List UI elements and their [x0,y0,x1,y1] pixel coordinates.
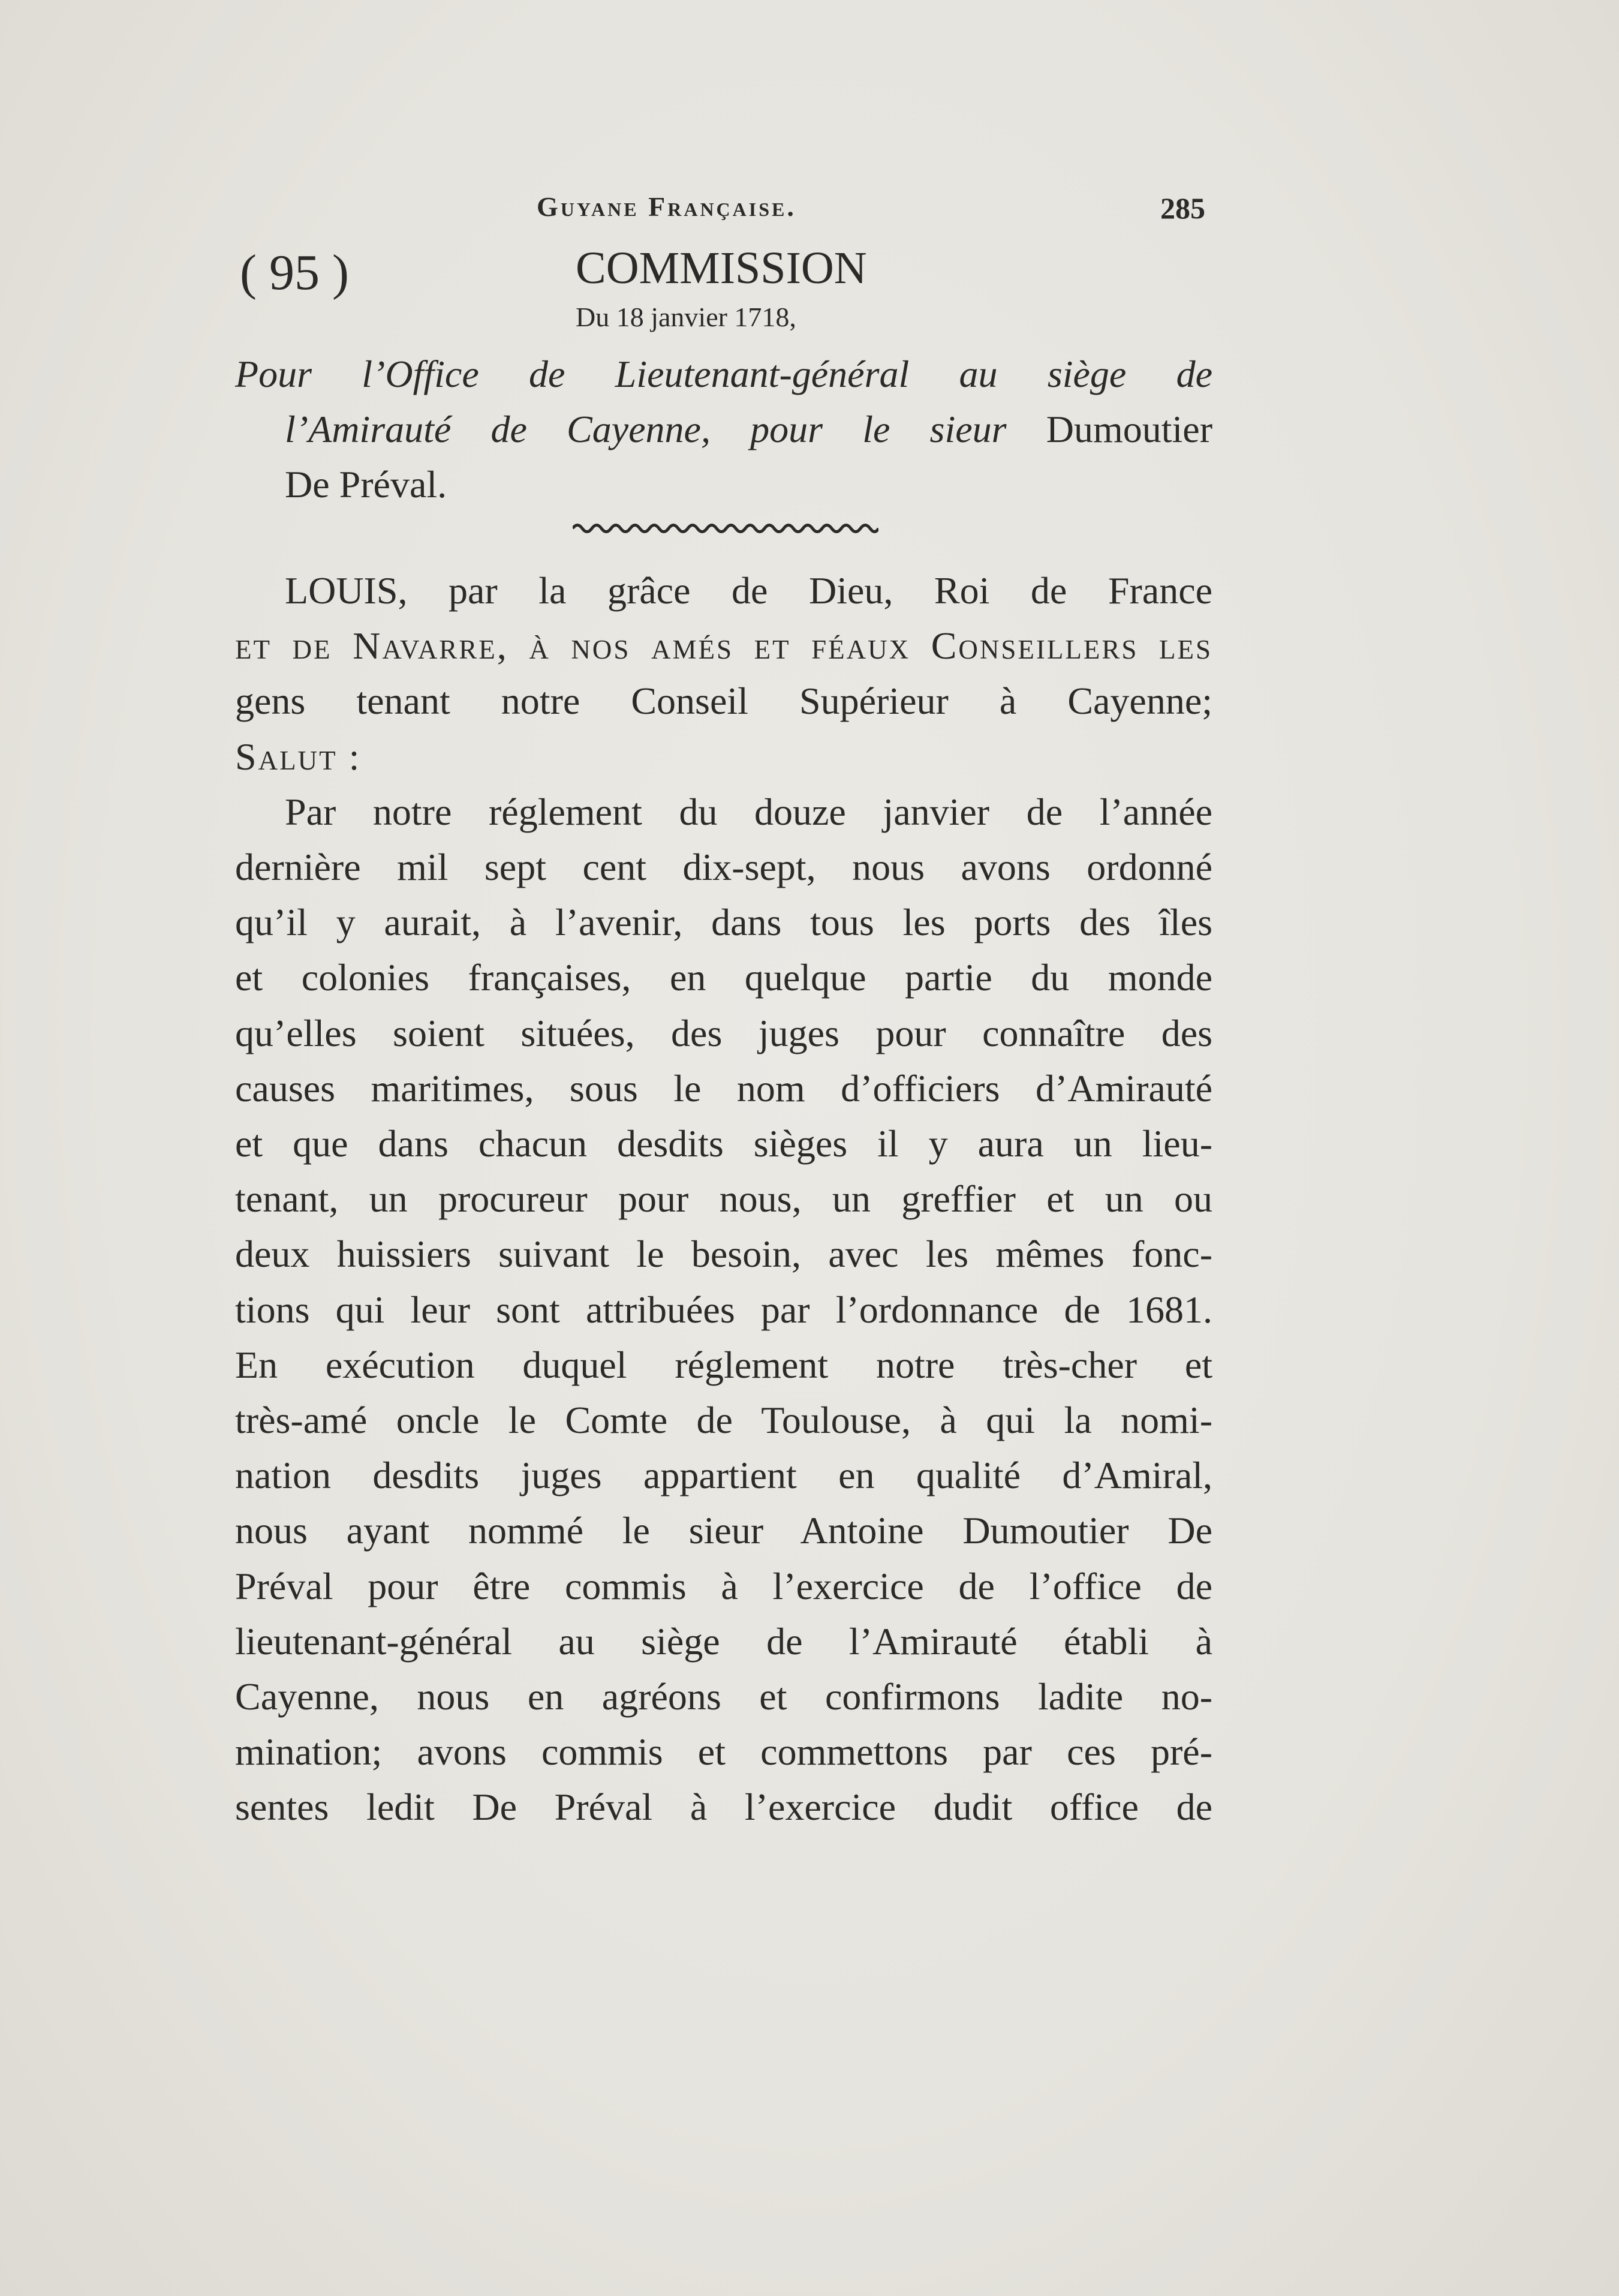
body-line: dernière mil sept cent dix-sept, nous avons ordonné [235,846,1212,888]
body-line: Par notre réglement du douze janvier de l’année [285,791,1212,833]
subtitle-line-1-text: Pour l’Office de Lieutenant-général au siège de [235,353,1212,395]
document-date: Du 18 janvier 1718, [576,302,796,332]
document-number: ( 95 ) [240,245,349,300]
document-title: COMMISSION [576,243,867,293]
body-line: tenant, un procureur pour nous, un greffier et un ou [235,1177,1212,1220]
body-line: nation desdits juges appartient en qualité d’Amiral, [235,1454,1212,1496]
body-line: qu’elles soient situées, des juges pour connaître des [235,1012,1212,1054]
body-line: sentes ledit De Préval à l’exercice dudit office de [235,1786,1212,1828]
body-line: et de Navarre, à nos amés et féaux Conseillers les [235,624,1212,667]
body-line: gens tenant notre Conseil Supérieur à Cayenne; [235,680,1212,722]
body-line: lieutenant-général au siège de l’Amirauté établi à [235,1620,1212,1663]
body-line: très-amé oncle le Comte de Toulouse, à qui la nomi- [235,1399,1212,1441]
subtitle-line-1 [235,347,1212,402]
body-line: nous ayant nommé le sieur Antoine Dumoutier De [235,1509,1212,1552]
wavy-rule-ornament [573,521,878,536]
body-line: et que dans chacun desdits sièges il y aura un lieu- [235,1122,1212,1165]
subtitle-line-2 [285,402,1212,457]
body-line: En exécution duquel réglement notre très-cher et [235,1344,1212,1386]
body-line: Cayenne, nous en agréons et confirmons ladite no- [235,1675,1212,1718]
running-head: Guyane Française. [537,191,796,222]
subtitle-line-2-roman: Dumoutier [1006,408,1212,450]
body-line: qu’il y aurait, à l’avenir, dans tous les ports des îles [235,901,1212,943]
page-number: 285 [1160,191,1205,225]
body-line: Préval pour être commis à l’exercice de l’office de [235,1565,1212,1607]
body-line: tions qui leur sont attribuées par l’ordonnance de 1681. [235,1288,1212,1331]
subtitle-line-2-italic: l’Amirauté de Cayenne, pour le sieur [285,408,1007,450]
body-line: LOUIS, par la grâce de Dieu, Roi de France [285,569,1212,612]
body-line: deux huissiers suivant le besoin, avec les mêmes fonc- [235,1233,1212,1275]
body-line: Salut : [235,735,362,778]
body-line: mination; avons commis et commettons par ces pré- [235,1730,1212,1773]
body-line: et colonies françaises, en quelque partie du monde [235,956,1212,999]
body-line: causes maritimes, sous le nom d’officiers d’Amirauté [235,1067,1212,1110]
subtitle-line-3: De Préval. [285,463,447,506]
